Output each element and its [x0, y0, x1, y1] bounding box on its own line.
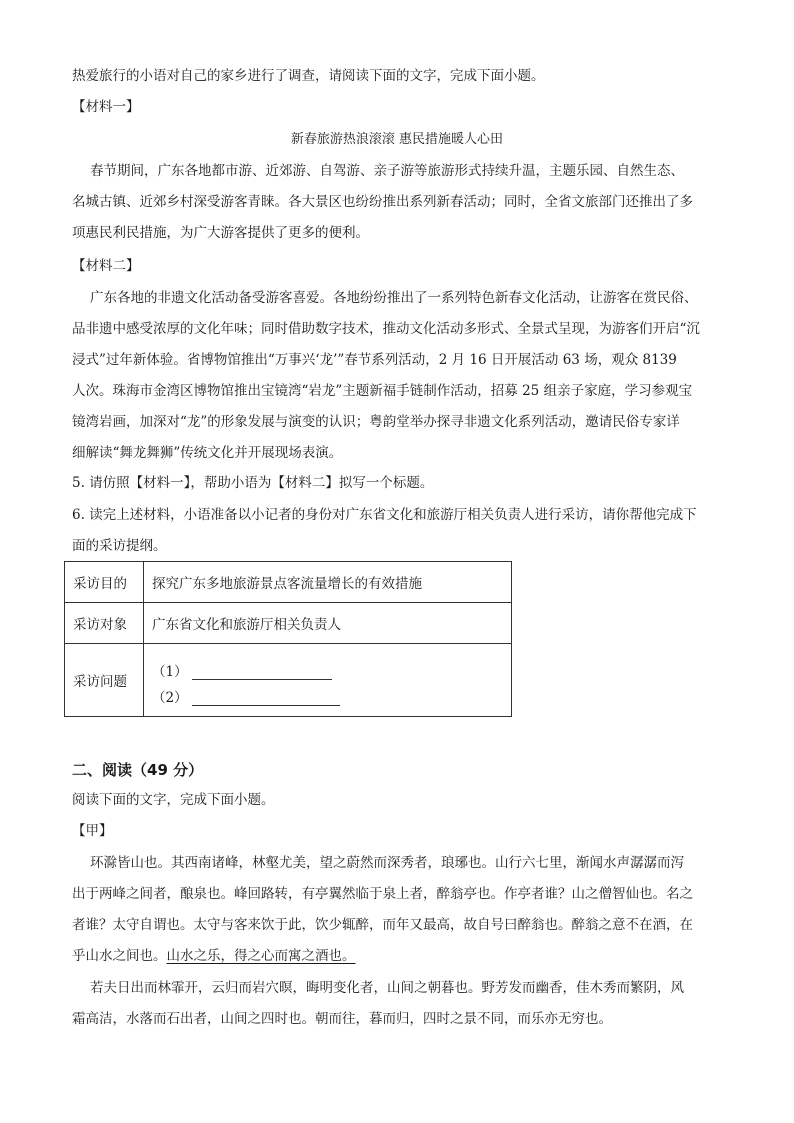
table-row: [65, 603, 512, 644]
table-label-purpose: 采访目的: [65, 562, 144, 603]
table-label-target: 采访对象: [65, 603, 144, 644]
passage-line: 出于两峰之间者，酿泉也。峰回路转，有亭翼然临于泉上者，醉翁亭也。作亭者谁？山之僧智仙也。名之: [72, 886, 693, 902]
question-5: 5. 请仿照【材料一】，帮助小语为【材料二】拟写一个标题。: [72, 475, 434, 491]
passage-line: 若夫日出而林霏开，云归而岩穴暝，晦明变化者，山间之朝暮也。野芳发而幽香，佳木秀而繁阴，风: [90, 980, 684, 996]
answer-row-2: [152, 680, 503, 706]
passage-line: 霜高洁，水落而石出者，山间之四时也。朝而往，暮而归，四时之景不同，而乐亦无穷也。: [72, 1011, 612, 1027]
material2-line: 品非遗中感受浓厚的文化年味；同时借助数字技术，推动文化活动多形式、全景式呈现，为游客们开启“沉: [72, 321, 700, 337]
passage-jia-label: 【甲】: [72, 823, 113, 839]
answer-row-1: [152, 654, 503, 680]
material1-line: 名城古镇、近郊乡村深受游客青睐。各大景区也纷纷推出系列新春活动；同时，全省文旅部门还推出了多: [72, 194, 693, 210]
table-value-target: 广东省文化和旅游厅相关负责人: [144, 603, 512, 644]
material1-line: 春节期间，广东各地都市游、近郊游、自驾游、亲子游等旅游形式持续升温，主题乐园、自然生态、: [90, 163, 684, 179]
passage-line: 环滁皆山也。其西南诸峰，林壑尤美，望之蔚然而深秀者，琅琊也。山行六七里，渐闻水声潺潺而泻: [90, 855, 684, 871]
answer-blank-1[interactable]: [192, 665, 332, 680]
table-questions-cell: [144, 644, 512, 717]
table-row: [65, 562, 512, 603]
material2-line: 细解读“舞龙舞狮”传统文化并开展现场表演。: [72, 445, 343, 461]
question-6-line: 面的采访提纲。: [72, 538, 167, 554]
interview-outline-table: [64, 561, 512, 717]
intro-text: 热爱旅行的小语对自己的家乡进行了调查，请阅读下面的文字，完成下面小题。: [72, 68, 545, 84]
material2-line: 浸式”过年新体验。省博物馆推出“万事兴‘龙’”春节系列活动，2 月 16 日开展活动 63 场，观众 8139: [72, 352, 677, 368]
passage-line: [72, 947, 356, 965]
material2-label: 【材料二】: [72, 258, 140, 274]
answer-number-1: （1）: [152, 664, 188, 680]
material2-line: 广东各地的非遗文化活动备受游客喜爱。各地纷纷推出了一系列特色新春文化活动，让游客在赏民俗、: [90, 290, 698, 306]
passage-line: 者谁？太守自谓也。太守与客来饮于此，饮少辄醉，而年又最高，故自号曰醉翁也。醉翁之意不在酒，在: [72, 917, 693, 933]
material1-line: 项惠民利民措施，为广大游客提供了更多的便利。: [72, 225, 369, 241]
table-row: [65, 644, 512, 717]
section-heading: 二、阅读（49 分）: [72, 761, 204, 779]
material2-line: 人次。珠海市金湾区博物馆推出宝镜湾“岩龙”主题新福手链制作活动，招募 25 组亲子家庭，学习参观宝: [72, 383, 693, 399]
section-instruction: 阅读下面的文字，完成下面小题。: [72, 792, 275, 808]
answer-number-2: （2）: [152, 690, 188, 706]
passage-text: 乎山水之间也。: [72, 948, 167, 964]
material1-label: 【材料一】: [72, 99, 140, 115]
question-6-line: 6. 读完上述材料，小语准备以小记者的身份对广东省文化和旅游厅相关负责人进行采访，请你帮他完成下: [72, 507, 697, 523]
underlined-sentence: 山水之乐，得之心而寓之酒也。: [166, 948, 356, 964]
table-value-purpose: 探究广东多地旅游景点客流量增长的有效措施: [144, 562, 512, 603]
material1-title: 新春旅游热浪滚滚 惠民措施暖人心田: [290, 132, 504, 147]
answer-blank-2[interactable]: [192, 691, 340, 706]
material2-line: 镜湾岩画，加深对“龙”的形象发展与演变的认识；粤韵堂举办探寻非遗文化系列活动，邀请民俗专家详: [72, 414, 680, 430]
table-label-questions: 采访问题: [65, 644, 144, 717]
